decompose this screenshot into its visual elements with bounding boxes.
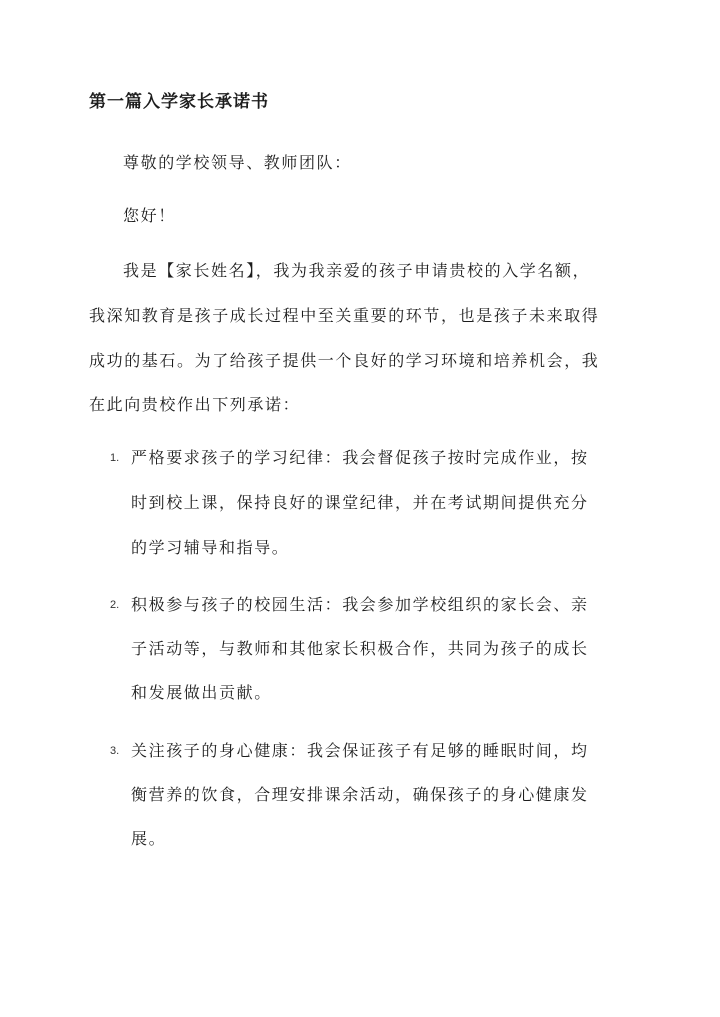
intro-line: 在此向贵校作出下列承诺： bbox=[89, 395, 301, 414]
list-number: 2. bbox=[110, 599, 120, 611]
list-number: 3. bbox=[110, 745, 120, 757]
list-number: 1. bbox=[110, 452, 120, 464]
list-item-line: 严格要求孩子的学习纪律：我会督促孩子按时完成作业，按 bbox=[131, 448, 589, 467]
list-item-line: 关注孩子的身心健康：我会保证孩子有足够的睡眠时间，均 bbox=[131, 741, 589, 760]
salutation: 尊敬的学校领导、教师团队： bbox=[123, 153, 352, 172]
list-item-line: 衡营养的饮食，合理安排课余活动，确保孩子的身心健康发 bbox=[131, 785, 589, 804]
intro-line: 我是【家长姓名】，我为我亲爱的孩子申请贵校的入学名额， bbox=[123, 261, 591, 280]
intro-line: 我深知教育是孩子成长过程中至关重要的环节，也是孩子未来取得 bbox=[89, 306, 600, 325]
list-item-line: 时到校上课，保持良好的课堂纪律，并在考试期间提供充分 bbox=[131, 493, 589, 512]
list-item-line: 积极参与孩子的校园生活：我会参加学校组织的家长会、亲 bbox=[131, 595, 589, 614]
greeting: 您好！ bbox=[123, 206, 176, 225]
document-title: 第一篇入学家长承诺书 bbox=[89, 92, 269, 112]
list-item-line: 子活动等，与教师和其他家长积极合作，共同为孩子的成长 bbox=[131, 639, 589, 658]
list-item-line: 展。 bbox=[131, 829, 167, 848]
list-item-line: 和发展做出贡献。 bbox=[131, 683, 272, 702]
intro-line: 成功的基石。为了给孩子提供一个良好的学习环境和培养机会，我 bbox=[89, 351, 600, 370]
list-item-line: 的学习辅导和指导。 bbox=[131, 538, 290, 557]
